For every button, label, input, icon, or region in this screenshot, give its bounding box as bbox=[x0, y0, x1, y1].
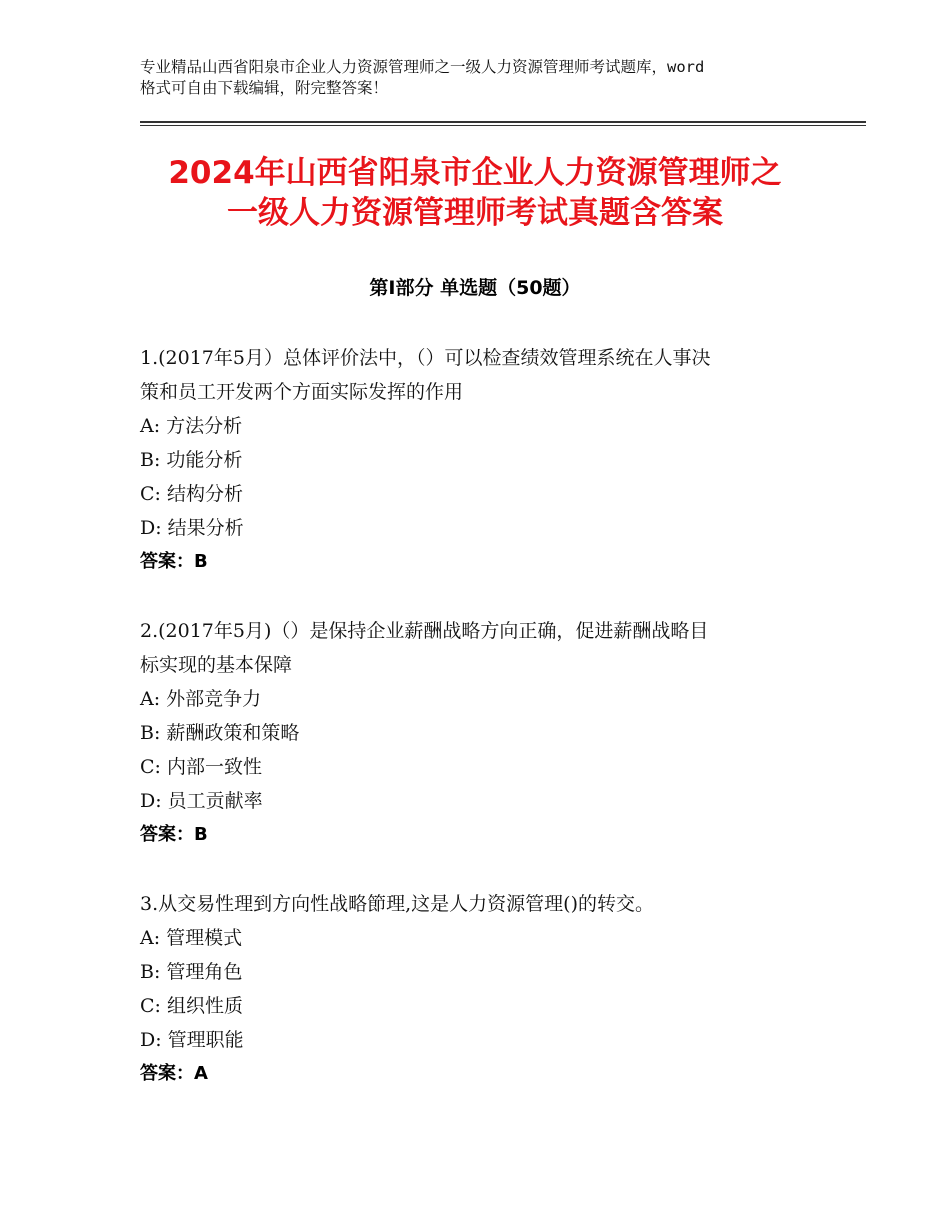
question-3 bbox=[140, 887, 840, 1091]
header-note bbox=[140, 57, 830, 99]
option-c: C: 内部一致性 bbox=[140, 756, 262, 778]
document-title bbox=[0, 153, 950, 233]
question-text: 3.从交易性理到方向性战略節理,这是人力资源管理()的转交。 bbox=[140, 893, 654, 915]
header-divider bbox=[140, 121, 866, 123]
section-title: 第Ⅰ部分 单选题（50题） bbox=[369, 277, 581, 299]
option-a: A: 外部竞争力 bbox=[140, 688, 262, 710]
answer: 答案：B bbox=[140, 551, 208, 572]
header-note-line: 格式可自由下载编辑，附完整答案！ bbox=[140, 79, 389, 97]
answer: 答案：B bbox=[140, 824, 208, 845]
document-title-line: 一级人力资源管理师考试真题含答案 bbox=[227, 195, 723, 231]
option-b: B: 薪酬政策和策略 bbox=[140, 722, 300, 744]
question-text: 2.(2017年5月)（）是保持企业薪酬战略方向正确，促进薪酬战略目 bbox=[140, 620, 709, 642]
header-note-line: 专业精品山西省阳泉市企业人力资源管理师之一级人力资源管理师考试题库，word bbox=[140, 58, 705, 76]
header-divider-thin bbox=[140, 125, 866, 126]
document-title-line: 2024年山西省阳泉市企业人力资源管理师之 bbox=[168, 155, 782, 191]
option-c: C: 结构分析 bbox=[140, 483, 243, 505]
question-1 bbox=[140, 341, 840, 579]
option-d: D: 管理职能 bbox=[140, 1029, 244, 1051]
option-b: B: 功能分析 bbox=[140, 449, 243, 471]
question-2 bbox=[140, 614, 840, 852]
option-d: D: 结果分析 bbox=[140, 517, 244, 539]
option-d: D: 员工贡献率 bbox=[140, 790, 263, 812]
question-text: 标实现的基本保障 bbox=[140, 654, 293, 676]
question-text: 1.(2017年5月）总体评价法中，（）可以检查绩效管理系统在人事决 bbox=[140, 347, 711, 369]
option-a: A: 方法分析 bbox=[140, 415, 243, 437]
option-b: B: 管理角色 bbox=[140, 961, 243, 983]
option-c: C: 组织性质 bbox=[140, 995, 243, 1017]
answer: 答案：A bbox=[140, 1063, 208, 1084]
option-a: A: 管理模式 bbox=[140, 927, 243, 949]
question-text: 策和员工开发两个方面实际发挥的作用 bbox=[140, 381, 464, 403]
